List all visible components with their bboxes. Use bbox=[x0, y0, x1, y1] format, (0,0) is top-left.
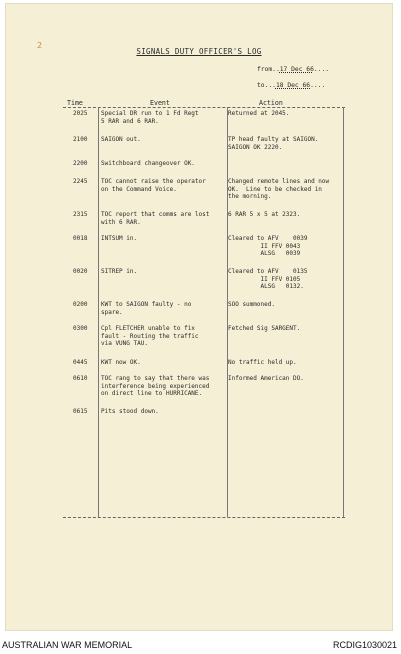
entry-action bbox=[228, 268, 342, 291]
entry-time: 0615 bbox=[73, 408, 88, 415]
entry-action bbox=[228, 110, 342, 118]
entry-time: 0610 bbox=[73, 375, 88, 382]
entry-action bbox=[228, 211, 342, 219]
column-header-action: Action bbox=[259, 99, 283, 107]
event-line: on the Command Voice. bbox=[101, 185, 177, 193]
action-line: SAIGON OK 2220. bbox=[228, 143, 283, 151]
event-line: SAIGON out. bbox=[101, 136, 141, 143]
event-line: TOC report that comms are lost bbox=[101, 211, 210, 218]
event-line: via VUNG TAU. bbox=[101, 340, 148, 348]
action-line: Informed American DO. bbox=[228, 375, 304, 382]
entry-action bbox=[228, 301, 342, 309]
date-from: from..17 Dec 66.... bbox=[257, 66, 330, 73]
action-line: ALSG 0132. bbox=[228, 283, 304, 291]
entry-time: 0020 bbox=[73, 268, 88, 275]
event-line: KWT to SAIGON faulty - no bbox=[101, 301, 192, 308]
column-divider bbox=[227, 107, 228, 517]
entry-event bbox=[101, 136, 225, 144]
action-line: TP head faulty at SAIGON. bbox=[228, 136, 319, 143]
action-line: Changed remote lines and now bbox=[228, 178, 330, 185]
entry-time: 0200 bbox=[73, 301, 88, 308]
action-line: Cleared to AFV 0135 bbox=[228, 268, 308, 275]
event-line: SITREP in. bbox=[101, 268, 138, 275]
entry-action bbox=[228, 375, 342, 383]
footer-source: AUSTRALIAN WAR MEMORIAL bbox=[2, 640, 133, 650]
action-line: Returned at 2045. bbox=[228, 110, 290, 117]
event-line: INTSUM in. bbox=[101, 235, 138, 242]
action-line: Fetched Sig SARGENT. bbox=[228, 325, 301, 332]
event-line: interference being experienced bbox=[101, 382, 210, 390]
date-from-value: 17 Dec 66 bbox=[279, 66, 314, 73]
entry-time: 2315 bbox=[73, 211, 88, 218]
action-line: II FFV 0105 bbox=[228, 275, 301, 283]
date-to-value: 18 Dec 66 bbox=[275, 82, 311, 89]
entry-action bbox=[228, 136, 342, 151]
entry-event bbox=[101, 178, 225, 193]
event-line: with 6 RAR. bbox=[101, 218, 141, 226]
table-bottom-rule bbox=[63, 517, 345, 518]
event-line: Cpl FLETCHER unable to fix bbox=[101, 325, 195, 332]
entry-time: 0018 bbox=[73, 235, 88, 242]
event-line: KWT now OK. bbox=[101, 359, 141, 366]
table-top-rule bbox=[63, 107, 345, 108]
entry-event bbox=[101, 211, 225, 226]
action-line: SOO summoned. bbox=[228, 301, 275, 308]
entry-time: 0300 bbox=[73, 325, 88, 332]
action-line: II FFV 0043 bbox=[228, 242, 301, 250]
entry-event bbox=[101, 375, 225, 398]
event-line: TOC rang to say that there was bbox=[101, 375, 210, 382]
action-line: ALSG 0039 bbox=[228, 250, 301, 258]
entry-time: 2245 bbox=[73, 178, 88, 185]
entry-action bbox=[228, 359, 342, 367]
column-divider bbox=[343, 107, 344, 517]
entry-event bbox=[101, 408, 225, 416]
entry-time: 2200 bbox=[73, 160, 88, 167]
entry-event bbox=[101, 110, 225, 125]
entry-time: 2100 bbox=[73, 136, 88, 143]
event-line: Switchboard changeover OK. bbox=[101, 160, 195, 167]
entry-event bbox=[101, 301, 225, 316]
event-line: Pits stood down. bbox=[101, 408, 159, 415]
action-line: the morning. bbox=[228, 193, 272, 201]
event-line: fault - Routing the traffic bbox=[101, 332, 199, 340]
event-line: on direct line to HURRICANE. bbox=[101, 390, 203, 398]
action-line: OK. Line to be checked in bbox=[228, 185, 322, 193]
action-line: No traffic held up. bbox=[228, 359, 297, 366]
entry-event bbox=[101, 160, 225, 168]
column-header-time: Time bbox=[67, 99, 83, 107]
entry-event bbox=[101, 235, 225, 243]
event-line: spare. bbox=[101, 308, 123, 316]
entry-time: 2025 bbox=[73, 110, 88, 117]
event-line: TOC cannot raise the operator bbox=[101, 178, 206, 185]
event-line: 5 RAR and 6 RAR. bbox=[101, 117, 159, 125]
date-from-label: from.. bbox=[257, 66, 280, 73]
column-divider bbox=[98, 107, 99, 517]
event-line: Special DR run to 1 Fd Regt bbox=[101, 110, 199, 117]
log-sheet bbox=[5, 3, 393, 631]
date-to-label: to... bbox=[257, 82, 276, 89]
entry-event bbox=[101, 268, 225, 276]
pencil-mark: 2 bbox=[37, 41, 43, 50]
footer bbox=[0, 637, 401, 654]
action-line: Cleared to AFV 0039 bbox=[228, 235, 308, 242]
date-to: to...18 Dec 66.... bbox=[257, 82, 326, 89]
entry-event bbox=[101, 359, 225, 367]
entry-action bbox=[228, 325, 342, 333]
entry-action bbox=[228, 235, 342, 258]
entry-event bbox=[101, 325, 225, 348]
entry-action bbox=[228, 178, 342, 201]
column-header-event: Event bbox=[150, 99, 170, 107]
entry-time: 0445 bbox=[73, 359, 88, 366]
action-line: 6 RAR 5 x 5 at 2323. bbox=[228, 211, 301, 218]
page-title: SIGNALS DUTY OFFICER'S LOG bbox=[136, 47, 262, 56]
footer-reference: RCDIG1030021 bbox=[332, 640, 397, 650]
